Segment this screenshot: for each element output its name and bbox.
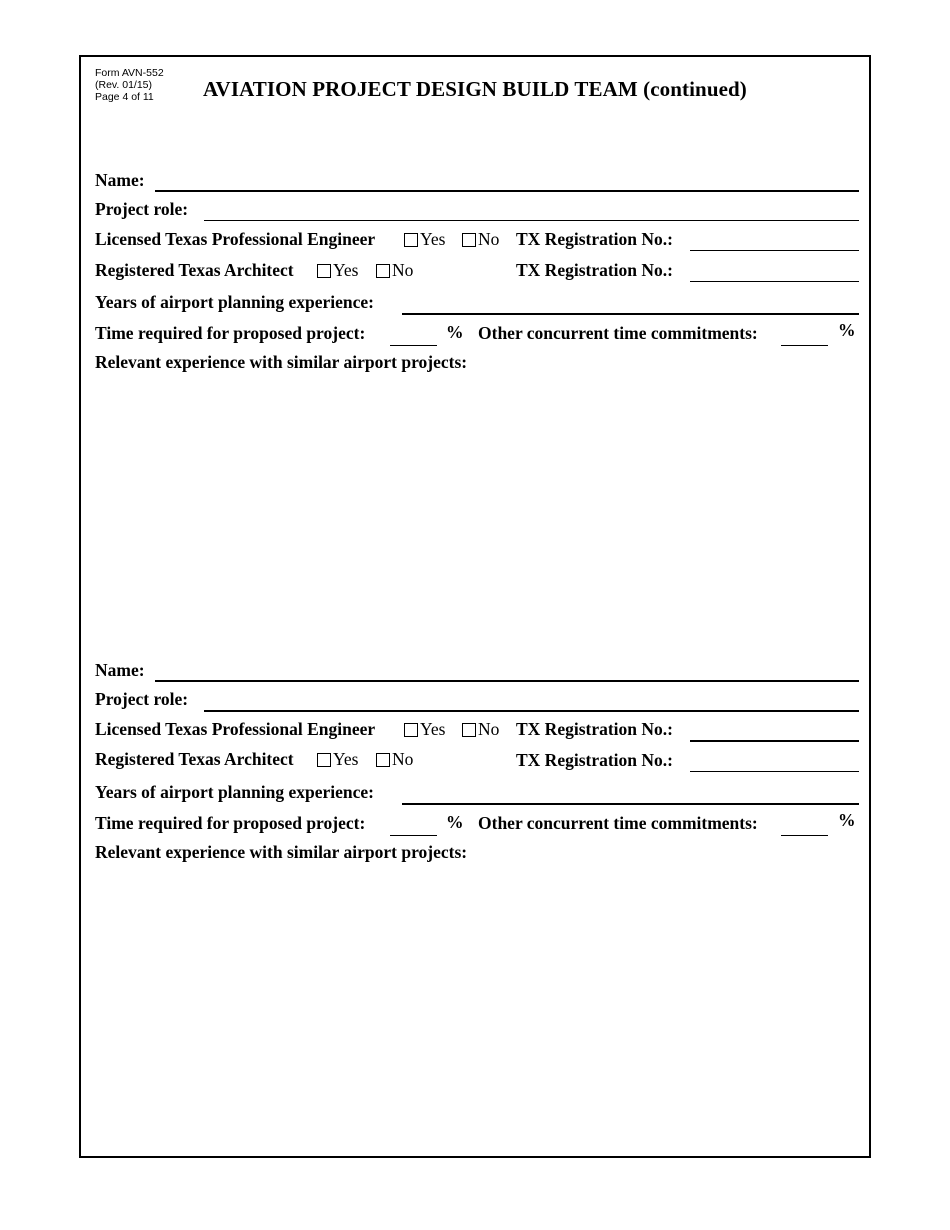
engineer-tx-registration-label: TX Registration No.: xyxy=(516,719,673,739)
years-experience-label: Years of airport planning experience: xyxy=(95,782,374,802)
relevant-experience-area[interactable] xyxy=(95,868,859,1148)
engineer-tx-registration-field[interactable] xyxy=(690,740,859,742)
page-title: AVIATION PROJECT DESIGN BUILD TEAM (continued) xyxy=(203,77,747,101)
engineer-no-checkbox[interactable] xyxy=(462,233,476,247)
yes-label: Yes xyxy=(333,749,359,769)
time-required-percent: % xyxy=(446,322,464,342)
architect-yes-checkbox[interactable] xyxy=(317,264,331,278)
engineer-label: Licensed Texas Professional Engineer xyxy=(95,719,376,739)
project-role-field[interactable] xyxy=(204,710,859,712)
page-number: Page 4 of 11 xyxy=(95,91,154,103)
architect-tx-registration-field[interactable] xyxy=(690,281,859,282)
other-commitments-field[interactable] xyxy=(781,345,828,346)
engineer-yes-option[interactable] xyxy=(404,719,445,740)
project-role-field[interactable] xyxy=(204,220,859,221)
time-required-label: Time required for proposed project: xyxy=(95,813,366,833)
years-experience-field[interactable] xyxy=(402,313,859,315)
project-role-label: Project role: xyxy=(95,199,189,219)
architect-no-option[interactable] xyxy=(376,260,413,281)
years-experience-label: Years of airport planning experience: xyxy=(95,292,374,312)
yes-label: Yes xyxy=(420,229,446,249)
yes-label: Yes xyxy=(420,719,446,739)
time-required-field[interactable] xyxy=(390,835,437,836)
architect-label: Registered Texas Architect xyxy=(95,260,294,280)
engineer-tx-registration-field[interactable] xyxy=(690,250,859,251)
engineer-yes-checkbox[interactable] xyxy=(404,723,418,737)
other-commitments-percent: % xyxy=(838,320,856,340)
relevant-experience-label: Relevant experience with similar airport projects: xyxy=(95,842,468,862)
other-commitments-label: Other concurrent time commitments: xyxy=(478,323,758,343)
no-label: No xyxy=(478,229,500,249)
name-label: Name: xyxy=(95,170,145,190)
time-required-field[interactable] xyxy=(390,345,437,346)
architect-tx-registration-label: TX Registration No.: xyxy=(516,750,673,770)
architect-yes-option[interactable] xyxy=(317,260,358,281)
name-field[interactable] xyxy=(155,190,859,192)
engineer-tx-registration-label: TX Registration No.: xyxy=(516,229,673,249)
other-commitments-field[interactable] xyxy=(781,835,828,836)
architect-yes-checkbox[interactable] xyxy=(317,753,331,767)
no-label: No xyxy=(478,719,500,739)
other-commitments-label: Other concurrent time commitments: xyxy=(478,813,758,833)
architect-tx-registration-field[interactable] xyxy=(690,771,859,772)
time-required-percent: % xyxy=(446,812,464,832)
team-member-section-1 xyxy=(0,0,950,490)
no-label: No xyxy=(392,260,414,280)
yes-label: Yes xyxy=(333,260,359,280)
architect-no-option[interactable] xyxy=(376,749,413,770)
architect-no-checkbox[interactable] xyxy=(376,264,390,278)
engineer-yes-option[interactable] xyxy=(404,229,445,250)
engineer-no-checkbox[interactable] xyxy=(462,723,476,737)
other-commitments-percent: % xyxy=(838,810,856,830)
name-field[interactable] xyxy=(155,680,859,682)
years-experience-field[interactable] xyxy=(402,803,859,805)
engineer-no-option[interactable] xyxy=(462,229,499,250)
architect-no-checkbox[interactable] xyxy=(376,753,390,767)
form-number: Form AVN-552 xyxy=(95,67,164,79)
no-label: No xyxy=(392,749,414,769)
architect-tx-registration-label: TX Registration No.: xyxy=(516,260,673,280)
project-role-label: Project role: xyxy=(95,689,189,709)
relevant-experience-label: Relevant experience with similar airport projects: xyxy=(95,352,468,372)
engineer-yes-checkbox[interactable] xyxy=(404,233,418,247)
form-revision: (Rev. 01/15) xyxy=(95,79,152,91)
architect-label: Registered Texas Architect xyxy=(95,749,294,769)
team-member-section-2 xyxy=(0,490,950,980)
name-label: Name: xyxy=(95,660,145,680)
architect-yes-option[interactable] xyxy=(317,749,358,770)
time-required-label: Time required for proposed project: xyxy=(95,323,366,343)
engineer-no-option[interactable] xyxy=(462,719,499,740)
engineer-label: Licensed Texas Professional Engineer xyxy=(95,229,376,249)
